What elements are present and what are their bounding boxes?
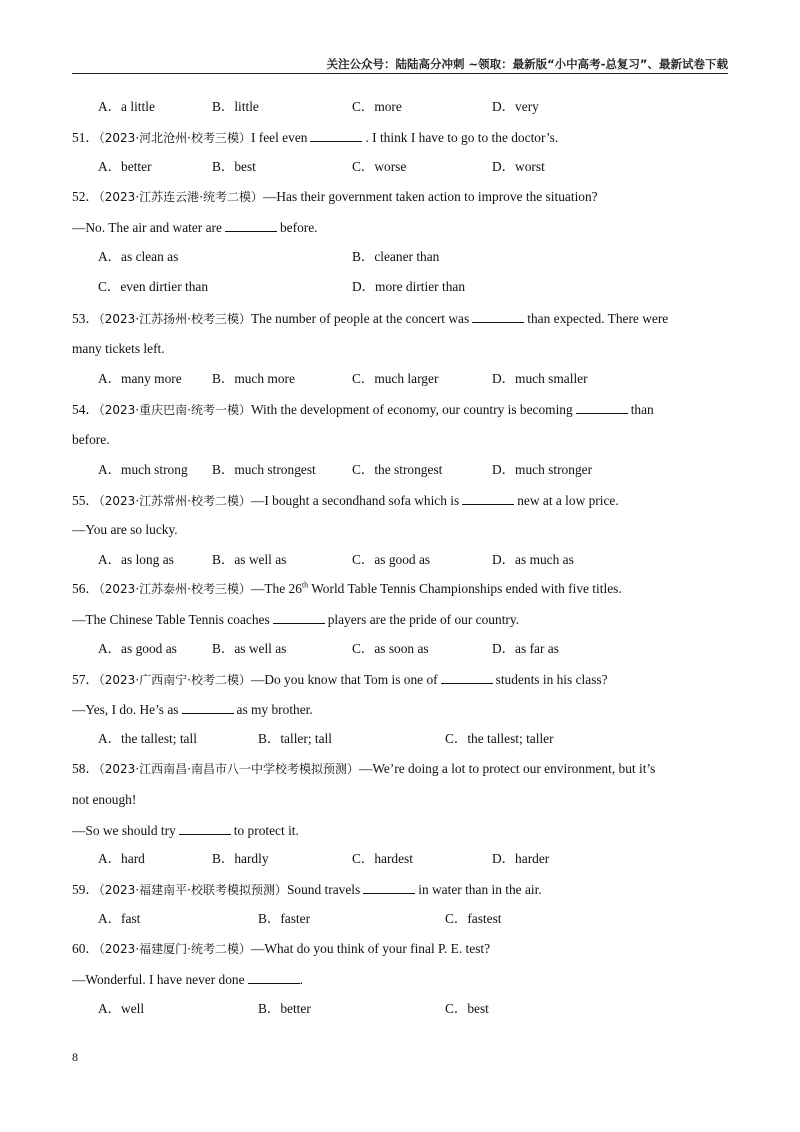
- question-text: players are the pride of our country.: [327, 612, 520, 627]
- option: D．worst: [492, 159, 545, 174]
- option: C．the tallest; taller: [445, 731, 554, 746]
- question-number: 53．: [72, 311, 99, 326]
- question-58: [72, 761, 655, 777]
- question-57: [72, 671, 608, 688]
- question-text: —The Chinese Table Tennis coaches: [72, 612, 270, 627]
- option: A．hard: [98, 851, 145, 866]
- question-55: [72, 492, 619, 509]
- question-source: （2023·江苏连云港·统考二模）: [98, 190, 263, 204]
- question-number: 57．: [72, 672, 99, 687]
- option: A．the tallest; tall: [98, 731, 197, 746]
- option: A．as clean as: [98, 249, 179, 264]
- option: C．as soon as: [352, 641, 429, 656]
- question-text: The number of people at the concert was: [250, 311, 470, 326]
- option: B．faster: [258, 911, 311, 926]
- question-54: [72, 401, 654, 418]
- question-text: —Yes, I do. He’s as: [72, 702, 179, 717]
- option: B．best: [212, 159, 256, 174]
- question-text: students in his class?: [495, 672, 608, 687]
- answer-blank: [248, 971, 300, 984]
- question-source: （2023·江西南昌·南昌市八一中学校考模拟预测）: [98, 762, 359, 776]
- question-text: in water than in the air.: [418, 882, 542, 897]
- question-number: 54．: [72, 402, 99, 417]
- question-number: 60．: [72, 941, 99, 956]
- question-line: [72, 611, 519, 628]
- option: B．hardly: [212, 851, 269, 866]
- answer-blank: [462, 492, 514, 505]
- option: D．as far as: [492, 641, 559, 656]
- question-source: （2023·江苏常州·校考二模）: [98, 494, 251, 508]
- option: C．fastest: [445, 911, 502, 926]
- option: B．as well as: [212, 552, 287, 567]
- question-text: —What do you think of your final P. E. test?: [250, 941, 491, 956]
- question-text: Sound travels: [286, 882, 361, 897]
- option: A．many more: [98, 371, 182, 386]
- option: C．even dirtier than: [98, 279, 209, 294]
- page-number: 8: [72, 1050, 78, 1064]
- question-53: [72, 310, 668, 327]
- option: C．best: [445, 1001, 489, 1016]
- question-text: —Do you know that Tom is one of: [250, 672, 438, 687]
- question-line: many tickets left.: [72, 341, 165, 356]
- option: B．cleaner than: [352, 249, 440, 264]
- question-source: （2023·福建南平·校联考模拟预测）: [98, 883, 287, 897]
- option: B．little: [212, 99, 259, 114]
- option: D．more dirtier than: [352, 279, 466, 294]
- answer-blank: [273, 611, 325, 624]
- answer-blank: [576, 401, 628, 414]
- option: C．more: [352, 99, 402, 114]
- option: D．as much as: [492, 552, 574, 567]
- answer-blank: [363, 881, 415, 894]
- answer-blank: [441, 671, 493, 684]
- option: A．fast: [98, 911, 141, 926]
- question-source: （2023·广西南宁·校考二模）: [98, 673, 251, 687]
- header-rule: [72, 73, 728, 74]
- question-line: not enough!: [72, 792, 137, 807]
- option: A．as good as: [98, 641, 177, 656]
- option: B．taller; tall: [258, 731, 333, 746]
- question-text: .: [299, 972, 303, 987]
- question-text: before.: [279, 220, 318, 235]
- option: D．very: [492, 99, 539, 114]
- question-source: （2023·江苏泰州·校考三模）: [98, 582, 251, 596]
- question-source: （2023·河北沧州·校考三模）: [98, 131, 251, 145]
- option: B．much more: [212, 371, 295, 386]
- question-text: With the development of economy, our country is becoming: [250, 402, 573, 417]
- question-source: （2023·福建厦门·统考二模）: [98, 942, 251, 956]
- question-line: [72, 219, 318, 236]
- question-text: —Wonderful. I have never done: [72, 972, 245, 987]
- option: B．as well as: [212, 641, 287, 656]
- option: A．a little: [98, 99, 155, 114]
- question-text: new at a low price.: [517, 493, 619, 508]
- question-text: to protect it.: [233, 823, 299, 838]
- question-text: —So we should try: [72, 823, 176, 838]
- question-51: [72, 129, 558, 146]
- option: A．as long as: [98, 552, 174, 567]
- question-text: —We’re doing a lot to protect our environment, but it’s: [358, 761, 656, 776]
- question-text: —No. The air and water are: [72, 220, 222, 235]
- question-line: —You are so lucky.: [72, 522, 178, 537]
- option: C．hardest: [352, 851, 413, 866]
- answer-blank: [182, 701, 234, 714]
- question-source: （2023·江苏扬州·校考三模）: [98, 312, 251, 326]
- answer-blank: [179, 822, 231, 835]
- question-59: [72, 881, 542, 898]
- answer-blank: [310, 129, 362, 142]
- question-text: as my brother.: [236, 702, 313, 717]
- page-header: 关注公众号：陆陆高分冲刺 ~领取：最新版“小中高考-总复习”、最新试卷下载: [326, 57, 728, 71]
- option: D．much smaller: [492, 371, 588, 386]
- question-line: before.: [72, 432, 110, 447]
- answer-blank: [225, 219, 277, 232]
- question-text: —I bought a secondhand sofa which is: [250, 493, 460, 508]
- option: A．much strong: [98, 462, 188, 477]
- option: C．as good as: [352, 552, 431, 567]
- option: B．much strongest: [212, 462, 316, 477]
- option: A．better: [98, 159, 152, 174]
- question-text: World Table Tennis Championships ended with five titles.: [308, 581, 622, 596]
- question-number: 56．: [72, 581, 99, 596]
- question-line: [72, 971, 303, 988]
- question-text: —The 26: [250, 581, 302, 596]
- question-52: [72, 189, 598, 205]
- question-line: [72, 701, 313, 718]
- option: D．much stronger: [492, 462, 593, 477]
- question-line: [72, 822, 299, 839]
- option: C．worse: [352, 159, 407, 174]
- option: A．well: [98, 1001, 145, 1016]
- option: C．much larger: [352, 371, 439, 386]
- question-text: —Has their government taken action to improve the situation?: [262, 189, 598, 204]
- question-text: than expected. There were: [527, 311, 669, 326]
- question-text: . I think I have to go to the doctor’s.: [365, 130, 559, 145]
- option: D．harder: [492, 851, 550, 866]
- question-source: （2023·重庆巴南·统考一模）: [98, 403, 251, 417]
- answer-blank: [472, 310, 524, 323]
- option: B．better: [258, 1001, 311, 1016]
- question-number: 58．: [72, 761, 99, 776]
- question-number: 55．: [72, 493, 99, 508]
- question-text: I feel even: [250, 130, 308, 145]
- question-56: [72, 581, 622, 597]
- question-number: 52．: [72, 189, 99, 204]
- question-number: 59．: [72, 882, 99, 897]
- option: C．the strongest: [352, 462, 443, 477]
- question-text: than: [630, 402, 654, 417]
- superscript: th: [301, 580, 309, 590]
- question-60: [72, 941, 490, 957]
- question-number: 51．: [72, 130, 99, 145]
